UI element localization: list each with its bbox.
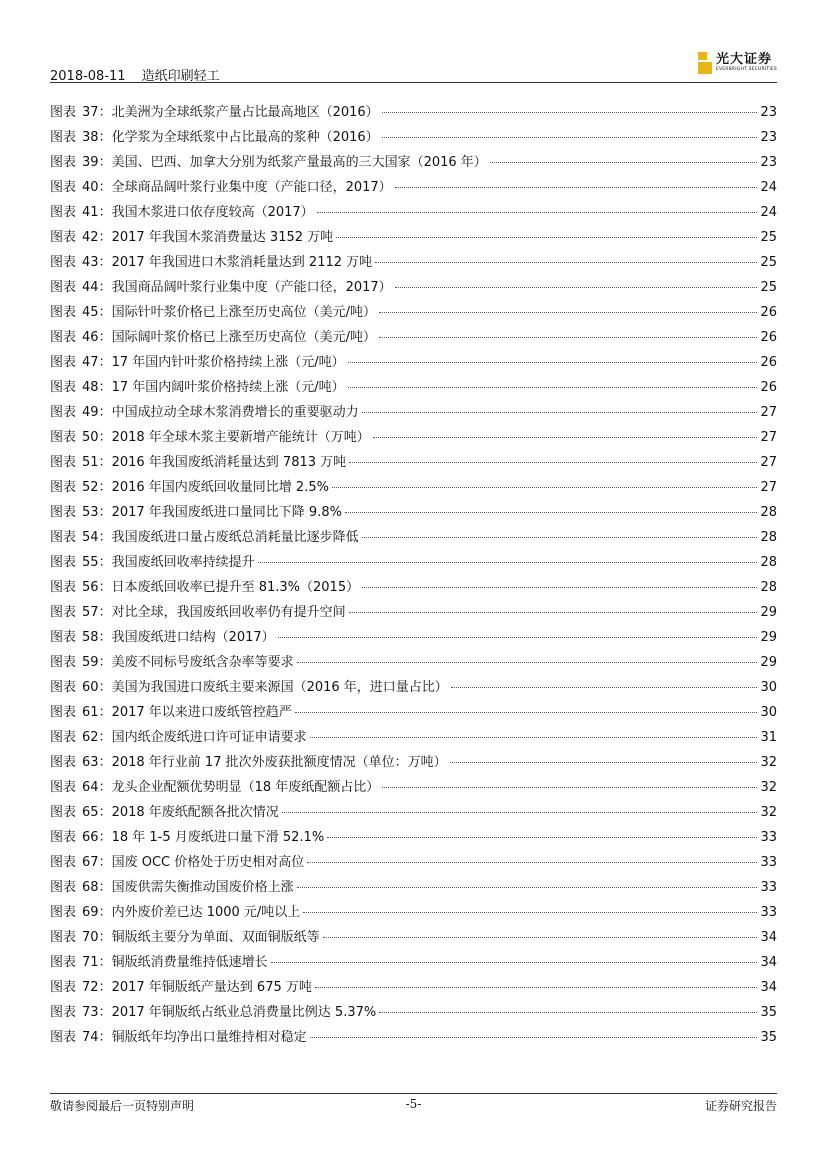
figure-number: 56 (82, 580, 99, 595)
figure-label: 图表 (50, 130, 77, 145)
figure-colon: ： (98, 855, 112, 870)
figure-colon: ： (98, 155, 112, 170)
figure-number: 62 (82, 730, 99, 745)
page-ref: 26 (760, 380, 777, 395)
dot-leader (490, 162, 758, 163)
page-ref: 26 (760, 330, 777, 345)
figure-colon: ： (98, 730, 112, 745)
page-ref: 29 (760, 655, 777, 670)
figure-number: 74 (82, 1030, 99, 1045)
toc-entry[interactable] (50, 476, 777, 501)
dot-leader (315, 987, 758, 988)
figure-number: 60 (82, 680, 99, 695)
toc-entry[interactable] (50, 576, 777, 601)
toc-entry[interactable] (50, 376, 777, 401)
disclaimer-note: 敬请参阅最后一页特别声明 (50, 1099, 195, 1113)
header-divider (50, 82, 777, 83)
figure-colon: ： (98, 780, 112, 795)
page-ref: 28 (760, 505, 777, 520)
figure-label: 图表 (50, 780, 77, 795)
figure-title: 国废 OCC 价格处于历史相对高位 (111, 855, 305, 870)
page-ref: 25 (760, 280, 777, 295)
figure-label: 图表 (50, 480, 77, 495)
figure-label: 图表 (50, 580, 77, 595)
figure-label: 图表 (50, 155, 77, 170)
toc-entry[interactable] (50, 701, 777, 726)
dot-leader (362, 412, 758, 413)
figure-label: 图表 (50, 980, 77, 995)
page-ref: 28 (760, 530, 777, 545)
figure-colon: ： (98, 980, 112, 995)
everbright-logo (698, 50, 777, 76)
figure-number: 39 (82, 155, 99, 170)
figure-label: 图表 (50, 255, 77, 270)
figure-label: 图表 (50, 630, 77, 645)
figure-colon: ： (98, 805, 112, 820)
figure-number: 48 (82, 380, 99, 395)
figure-label: 图表 (50, 930, 77, 945)
figure-number: 47 (82, 355, 99, 370)
figure-colon: ： (98, 180, 112, 195)
dot-leader (362, 587, 757, 588)
figure-number: 72 (82, 980, 99, 995)
dot-leader (379, 1012, 757, 1013)
figure-title: 中国成拉动全球木浆消费增长的重要驱动力 (111, 405, 359, 420)
page-ref: 33 (760, 880, 777, 895)
toc-entry[interactable] (50, 151, 777, 176)
toc-entry[interactable] (50, 876, 777, 901)
figure-title: 对比全球，我国废纸回收率仍有提升空间 (111, 605, 346, 620)
figure-colon: ： (98, 955, 112, 970)
figure-title: 我国废纸回收率持续提升 (111, 555, 255, 570)
report-section: 造纸印刷轻工 (141, 69, 220, 84)
page-ref: 28 (760, 555, 777, 570)
page-ref: 32 (760, 805, 777, 820)
figure-label: 图表 (50, 605, 77, 620)
figure-label: 图表 (50, 105, 77, 120)
toc-entry[interactable] (50, 626, 777, 651)
page-ref: 23 (760, 105, 777, 120)
dot-leader (327, 837, 757, 838)
dot-leader (310, 1037, 758, 1038)
dot-leader (379, 337, 757, 338)
toc-entry[interactable] (50, 1001, 777, 1026)
toc-entry[interactable] (50, 976, 777, 1001)
figure-colon: ： (98, 105, 112, 120)
figure-title: 2018 年废纸配额各批次情况 (111, 805, 279, 820)
figure-number: 41 (82, 205, 99, 220)
toc-entry[interactable] (50, 426, 777, 451)
figure-colon: ： (98, 530, 112, 545)
toc-entry[interactable] (50, 1026, 777, 1051)
figure-number: 59 (82, 655, 99, 670)
figure-number: 43 (82, 255, 99, 270)
figure-title: 龙头企业配额优势明显（18 年废纸配额占比） (111, 780, 380, 795)
dot-leader (345, 512, 757, 513)
figure-number: 58 (82, 630, 99, 645)
figure-title: 2016 年我国废纸消耗量达到 7813 万吨 (111, 455, 347, 470)
figure-number: 45 (82, 305, 99, 320)
figure-title: 北美洲为全球纸浆产量占比最高地区（2016） (111, 105, 379, 120)
page-ref: 27 (760, 455, 777, 470)
figure-label: 图表 (50, 830, 77, 845)
figure-colon: ： (98, 880, 112, 895)
page-ref: 30 (760, 705, 777, 720)
page-ref: 26 (760, 305, 777, 320)
figure-number: 64 (82, 780, 99, 795)
figure-colon: ： (98, 255, 112, 270)
logo-mark-icon (698, 52, 712, 74)
toc-entry[interactable] (50, 926, 777, 951)
figure-colon: ： (98, 830, 112, 845)
dot-leader (295, 712, 758, 713)
toc-entry[interactable] (50, 526, 777, 551)
toc-entry[interactable] (50, 726, 777, 751)
figure-colon: ： (98, 480, 112, 495)
page-ref: 33 (760, 830, 777, 845)
dot-leader (332, 487, 757, 488)
figure-number: 40 (82, 180, 99, 195)
figure-number: 52 (82, 480, 99, 495)
toc-entry[interactable] (50, 501, 777, 526)
figure-colon: ： (98, 930, 112, 945)
toc-entry[interactable] (50, 651, 777, 676)
page-ref: 24 (760, 205, 777, 220)
figure-title: 2017 年以来进口废纸管控趋严 (111, 705, 292, 720)
toc-entry[interactable] (50, 601, 777, 626)
dot-leader (451, 687, 758, 688)
dot-leader (258, 562, 758, 563)
figure-label: 图表 (50, 680, 77, 695)
figure-title: 我国废纸进口量占废纸总消耗量比逐步降低 (111, 530, 359, 545)
dot-leader (362, 537, 758, 538)
toc-entry[interactable] (50, 851, 777, 876)
toc-entry[interactable] (50, 351, 777, 376)
page-ref: 25 (760, 255, 777, 270)
figure-number: 61 (82, 705, 99, 720)
figure-number: 42 (82, 230, 99, 245)
page-ref: 35 (760, 1030, 777, 1045)
logo-en-text: EVERBRIGHT SECURITIES (715, 67, 777, 73)
page-ref: 25 (760, 230, 777, 245)
page-ref: 28 (760, 580, 777, 595)
dot-leader (450, 762, 758, 763)
page-ref: 33 (760, 855, 777, 870)
figure-colon: ： (98, 655, 112, 670)
page-ref: 27 (760, 480, 777, 495)
toc-entry[interactable] (50, 226, 777, 251)
figure-label: 图表 (50, 280, 77, 295)
page-ref: 34 (760, 955, 777, 970)
figure-colon: ： (98, 355, 112, 370)
page-ref: 29 (760, 605, 777, 620)
figure-colon: ： (98, 505, 112, 520)
figure-number: 63 (82, 755, 99, 770)
page-ref: 27 (760, 430, 777, 445)
figure-label: 图表 (50, 805, 77, 820)
page-ref: 32 (760, 780, 777, 795)
page-ref: 29 (760, 630, 777, 645)
dot-leader (348, 362, 758, 363)
page-number: -5- (405, 1097, 422, 1111)
dot-leader (297, 887, 758, 888)
figure-label: 图表 (50, 455, 77, 470)
figure-title: 美废不同标号废纸含杂率等要求 (111, 655, 294, 670)
toc-entry[interactable] (50, 176, 777, 201)
figure-title: 2017 年我国进口木浆消耗量达到 2112 万吨 (111, 255, 373, 270)
dot-leader (375, 262, 757, 263)
figure-label: 图表 (50, 305, 77, 320)
figure-title: 18 年 1-5 月废纸进口量下滑 52.1% (111, 830, 325, 845)
toc-entry[interactable] (50, 551, 777, 576)
toc-entry[interactable] (50, 826, 777, 851)
figure-number: 71 (82, 955, 99, 970)
toc-entry[interactable] (50, 201, 777, 226)
page-ref: 23 (760, 155, 777, 170)
dot-leader (382, 137, 758, 138)
figure-title: 2017 年我国木浆消费量达 3152 万吨 (111, 230, 334, 245)
toc-entry[interactable] (50, 276, 777, 301)
figure-number: 68 (82, 880, 99, 895)
page-ref: 23 (760, 130, 777, 145)
figure-number: 67 (82, 855, 99, 870)
figure-title: 化学浆为全球纸浆中占比最高的浆种（2016） (111, 130, 379, 145)
toc-entry[interactable] (50, 951, 777, 976)
figure-title: 内外废价差已达 1000 元/吨以上 (111, 905, 301, 920)
figure-number: 66 (82, 830, 99, 845)
dot-leader (379, 312, 757, 313)
figure-colon: ： (98, 305, 112, 320)
figure-label: 图表 (50, 555, 77, 570)
figure-colon: ： (98, 330, 112, 345)
figure-colon: ： (98, 430, 112, 445)
figure-colon: ： (98, 630, 112, 645)
dot-leader (310, 737, 758, 738)
page-ref: 35 (760, 1005, 777, 1020)
dot-leader (349, 462, 757, 463)
figure-label: 图表 (50, 405, 77, 420)
figure-colon: ： (98, 380, 112, 395)
toc-entry[interactable] (50, 751, 777, 776)
toc-entry[interactable] (50, 451, 777, 476)
page-ref: 33 (760, 905, 777, 920)
dot-leader (348, 387, 758, 388)
figure-colon: ： (98, 705, 112, 720)
figure-number: 46 (82, 330, 99, 345)
figure-number: 54 (82, 530, 99, 545)
figure-title: 2018 年全球木浆主要新增产能统计（万吨） (111, 430, 370, 445)
figure-label: 图表 (50, 905, 77, 920)
toc-entry[interactable] (50, 801, 777, 826)
figure-label: 图表 (50, 705, 77, 720)
toc-entry[interactable] (50, 401, 777, 426)
toc-entry[interactable] (50, 676, 777, 701)
figure-colon: ： (98, 205, 112, 220)
figure-title: 2017 年我国废纸进口量同比下降 9.8% (111, 505, 342, 520)
figure-number: 53 (82, 505, 99, 520)
figure-label: 图表 (50, 755, 77, 770)
figure-title: 铜版纸主要分为单面、双面铜版纸等 (111, 930, 320, 945)
figure-title: 17 年国内针叶浆价格持续上涨（元/吨） (111, 355, 345, 370)
figure-title: 我国木浆进口依存度较高（2017） (111, 205, 314, 220)
page-ref: 34 (760, 980, 777, 995)
page-header (50, 48, 777, 82)
figure-label: 图表 (50, 730, 77, 745)
figure-label: 图表 (50, 230, 77, 245)
page-ref: 30 (760, 680, 777, 695)
page-footer (50, 1097, 777, 1115)
figure-label: 图表 (50, 330, 77, 345)
figure-label: 图表 (50, 355, 77, 370)
figure-colon: ： (98, 580, 112, 595)
figure-colon: ： (98, 680, 112, 695)
figure-title: 国内纸企废纸进口许可证申请要求 (111, 730, 307, 745)
figure-colon: ： (98, 280, 112, 295)
report-date: 2018-08-11 (50, 69, 126, 84)
figure-colon: ： (98, 605, 112, 620)
page-ref: 27 (760, 405, 777, 420)
figure-colon: ： (98, 905, 112, 920)
report-type: 证券研究报告 (704, 1099, 777, 1113)
figure-label: 图表 (50, 955, 77, 970)
figure-title: 2017 年铜版纸占纸业总消费量比例达 5.37% (111, 1005, 377, 1020)
dot-leader (336, 237, 757, 238)
dot-leader (382, 112, 758, 113)
figure-title: 17 年国内阔叶浆价格持续上涨（元/吨） (111, 380, 345, 395)
figure-label: 图表 (50, 1030, 77, 1045)
dot-leader (382, 787, 757, 788)
page-ref: 31 (760, 730, 777, 745)
figure-title: 我国废纸进口结构（2017） (111, 630, 275, 645)
figure-colon: ： (98, 555, 112, 570)
dot-leader (395, 187, 758, 188)
figure-colon: ： (98, 1030, 112, 1045)
dot-leader (282, 812, 758, 813)
figure-colon: ： (98, 455, 112, 470)
dot-leader (349, 612, 758, 613)
toc-entry[interactable] (50, 776, 777, 801)
figure-number: 50 (82, 430, 99, 445)
toc-entry[interactable] (50, 326, 777, 351)
figure-label: 图表 (50, 180, 77, 195)
figure-title: 美国、巴西、加拿大分别为纸浆产量最高的三大国家（2016 年） (111, 155, 487, 170)
figure-colon: ： (98, 405, 112, 420)
figure-title: 铜版纸年均净出口量维持相对稳定 (111, 1030, 307, 1045)
dot-leader (323, 937, 758, 938)
figure-number: 38 (82, 130, 99, 145)
figure-list (50, 101, 777, 1051)
figure-label: 图表 (50, 855, 77, 870)
figure-number: 51 (82, 455, 99, 470)
figure-title: 2018 年行业前 17 批次外废获批额度情况（单位：万吨） (111, 755, 447, 770)
figure-number: 65 (82, 805, 99, 820)
figure-title: 国际阔叶浆价格已上涨至历史高位（美元/吨） (111, 330, 376, 345)
figure-number: 73 (82, 1005, 99, 1020)
logo-mark-bottom (698, 62, 712, 74)
figure-number: 69 (82, 905, 99, 920)
dot-leader (297, 662, 758, 663)
figure-title: 国际针叶浆价格已上涨至历史高位（美元/吨） (111, 305, 376, 320)
figure-label: 图表 (50, 1005, 77, 1020)
figure-number: 55 (82, 555, 99, 570)
dot-leader (271, 962, 758, 963)
figure-colon: ： (98, 130, 112, 145)
figure-label: 图表 (50, 655, 77, 670)
figure-title: 国废供需失衡推动国废价格上涨 (111, 880, 294, 895)
page-ref: 24 (760, 180, 777, 195)
figure-title: 我国商品阔叶浆行业集中度（产能口径，2017） (111, 280, 392, 295)
toc-entry[interactable] (50, 901, 777, 926)
figure-title: 2017 年铜版纸产量达到 675 万吨 (111, 980, 312, 995)
toc-entry[interactable] (50, 101, 777, 126)
figure-colon: ： (98, 755, 112, 770)
figure-title: 2016 年国内废纸回收量同比增 2.5% (111, 480, 329, 495)
figure-title: 全球商品阔叶浆行业集中度（产能口径，2017） (111, 180, 392, 195)
toc-entry[interactable] (50, 251, 777, 276)
logo-mark-top (698, 52, 707, 60)
figure-title: 日本废纸回收率已提升至 81.3%（2015） (111, 580, 360, 595)
dot-leader (317, 212, 758, 213)
dot-leader (303, 912, 757, 913)
dot-leader (373, 437, 758, 438)
page-ref: 34 (760, 930, 777, 945)
toc-entry[interactable] (50, 301, 777, 326)
figure-number: 44 (82, 280, 99, 295)
dot-leader (278, 637, 758, 638)
figure-colon: ： (98, 1005, 112, 1020)
figure-title: 铜版纸消费量维持低速增长 (111, 955, 268, 970)
footer-divider (50, 1093, 777, 1094)
toc-entry[interactable] (50, 126, 777, 151)
figure-label: 图表 (50, 205, 77, 220)
figure-number: 57 (82, 605, 99, 620)
logo-cn-text: 光大证券 (715, 52, 772, 68)
figure-label: 图表 (50, 880, 77, 895)
dot-leader (307, 862, 757, 863)
figure-number: 70 (82, 930, 99, 945)
figure-number: 49 (82, 405, 99, 420)
figure-label: 图表 (50, 530, 77, 545)
figure-colon: ： (98, 230, 112, 245)
figure-label: 图表 (50, 380, 77, 395)
figure-title: 美国为我国进口废纸主要来源国（2016 年，进口量占比） (111, 680, 448, 695)
page-ref: 26 (760, 355, 777, 370)
figure-label: 图表 (50, 430, 77, 445)
figure-number: 37 (82, 105, 99, 120)
figure-label: 图表 (50, 505, 77, 520)
dot-leader (395, 287, 758, 288)
page-ref: 32 (760, 755, 777, 770)
